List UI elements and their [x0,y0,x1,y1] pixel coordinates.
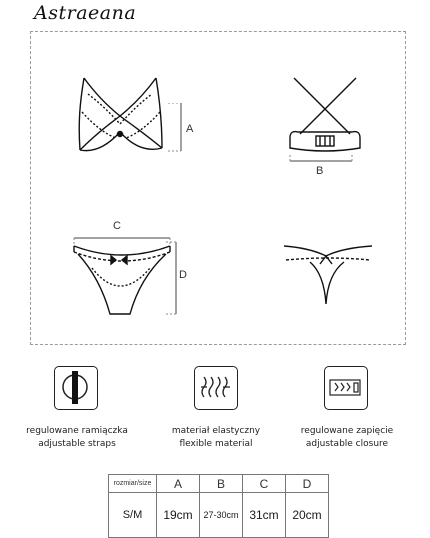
elastic-material-icon [194,366,238,410]
dimension-a-line [168,103,188,153]
size-table-corner-header: rozmiar/size [109,475,157,493]
size-table-cell: 27-30cm [200,493,243,538]
table-row [109,493,329,538]
dimension-c-label: C [113,220,121,232]
feature-label-en: adjustable straps [38,439,116,449]
size-table-cell: 31cm [243,493,286,538]
size-table [108,474,329,538]
dimension-d-label: D [179,269,187,281]
feature-caption-closure [282,425,412,451]
panty-front-drawing [72,244,172,320]
size-table-row-size: S/M [109,493,157,538]
hook-closure-icon [324,366,368,410]
size-table-header-row [109,475,329,493]
feature-label-pl: regulowane zapięcie [300,426,394,436]
dimension-a-label: A [186,123,194,135]
feature-label-pl: materiał elastyczny [171,426,261,436]
adjustable-strap-icon [54,366,98,410]
size-table-column-d: D [286,475,329,493]
feature-caption-material [151,425,281,451]
feature-label-en: adjustable closure [305,439,389,449]
size-table-cell: 20cm [286,493,329,538]
size-table-column-c: C [243,475,286,493]
panty-back-drawing [280,238,376,308]
dimension-c-line [72,232,172,244]
size-table-cell: 19cm [157,493,200,538]
feature-caption-straps [12,425,142,451]
size-table-column-b: B [200,475,243,493]
size-table-column-a: A [157,475,200,493]
feature-label-pl: regulowane ramiączka [26,426,128,436]
bra-back-drawing [280,74,370,164]
feature-label-en: flexible material [179,439,253,449]
product-title: Astraeana [34,2,137,24]
dimension-b-label: B [316,165,324,177]
